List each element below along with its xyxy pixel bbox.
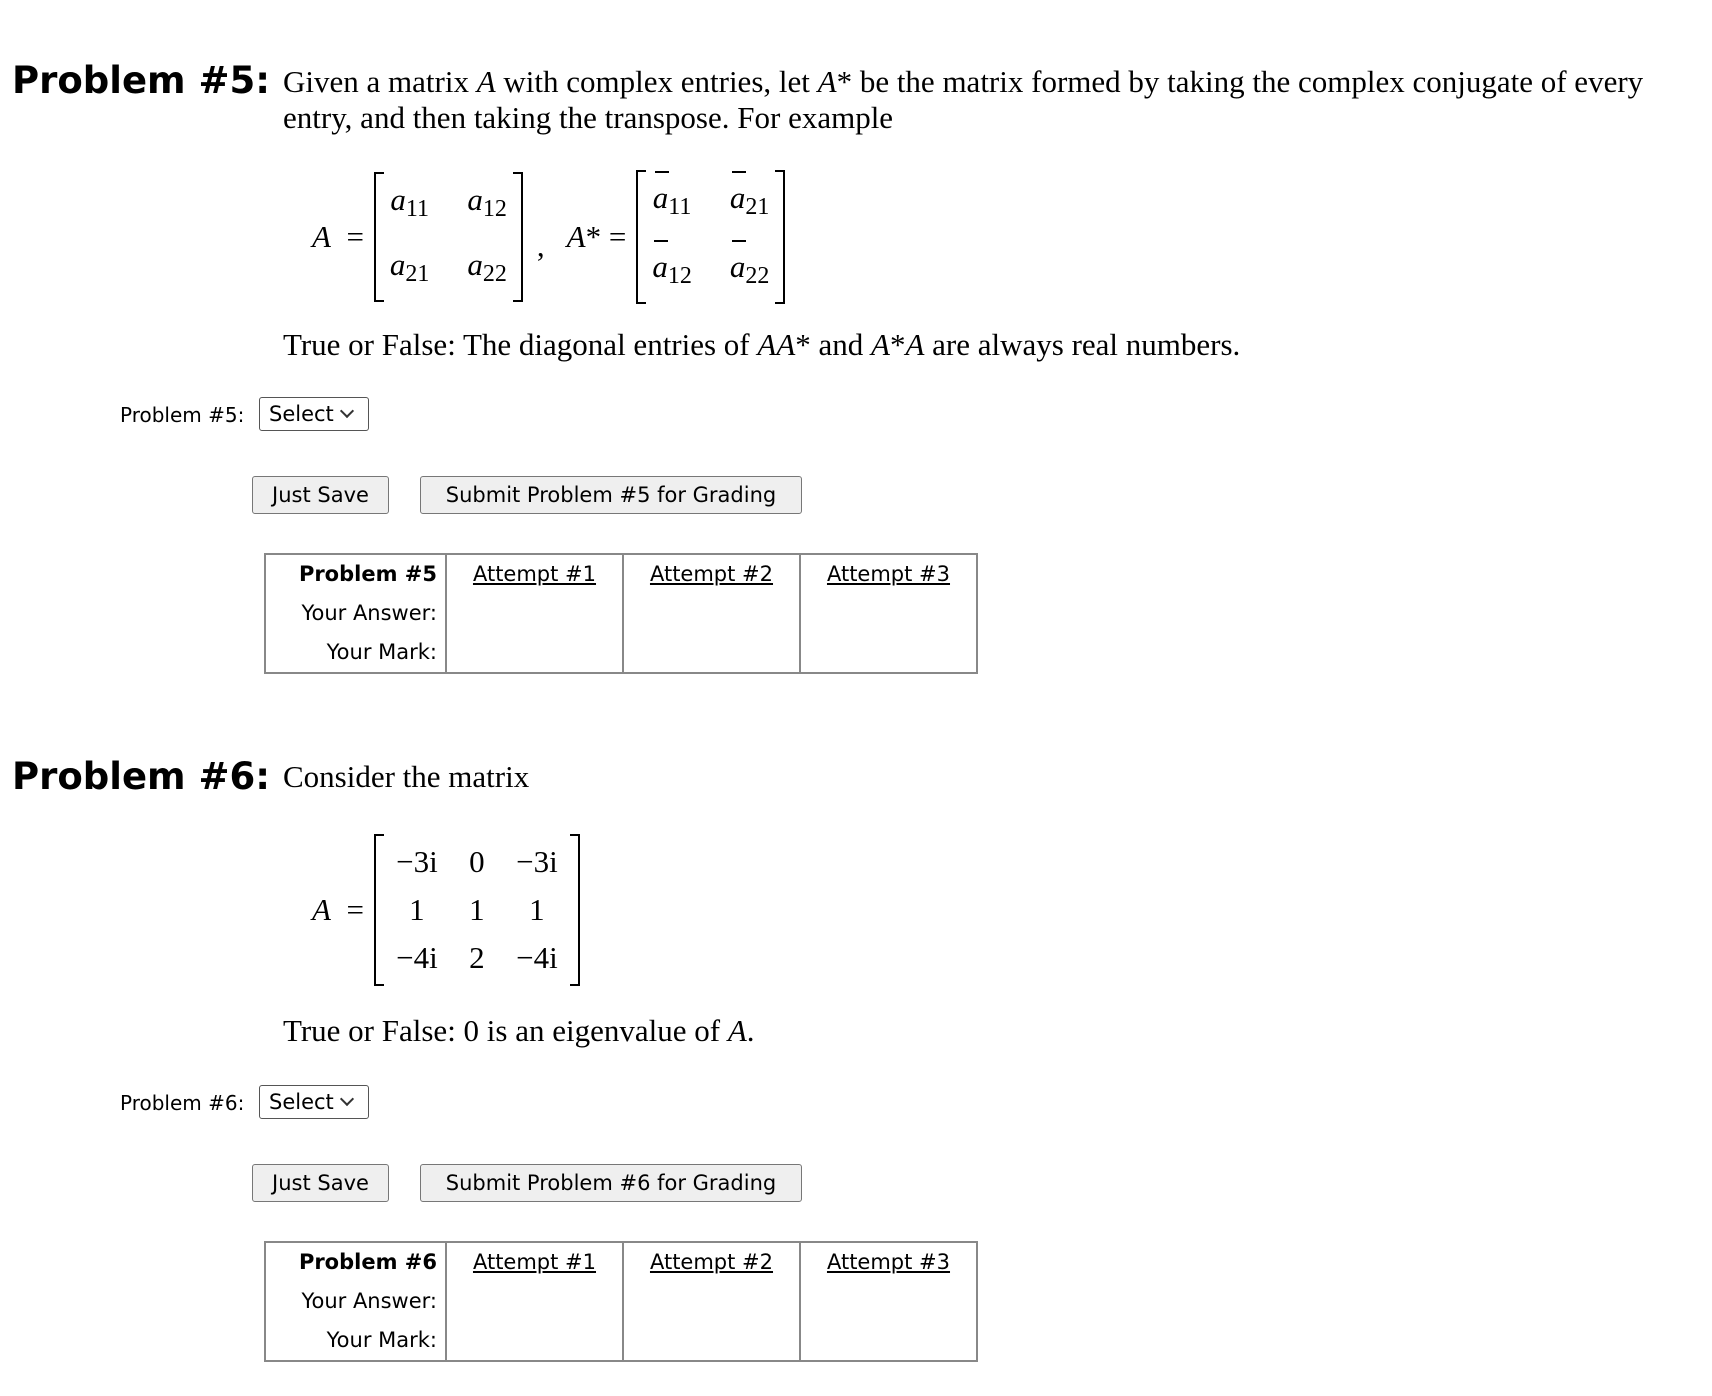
matrix-a-cell: 0 <box>469 844 485 879</box>
matrix-a-cell: 2 <box>469 940 485 975</box>
problem-5-attempts-table <box>264 553 978 674</box>
your-answer-label: Your Answer: <box>301 1289 437 1313</box>
attempt-3-link[interactable]: Attempt #3 <box>826 562 951 586</box>
problem-6-question: True or False: 0 is an eigenvalue of A. <box>283 1013 755 1048</box>
matrix-astar-cell: $a_{12}$ <box>652 243 692 300</box>
matrix-a-cell: −4i <box>516 940 558 975</box>
just-save-button[interactable]: Just Save <box>252 1164 389 1202</box>
matrix-a-cell: $a_{22}$ <box>467 247 507 287</box>
submit-problem-6-button[interactable]: Submit Problem #6 for Grading <box>420 1164 802 1202</box>
matrix-a-cell: 1 <box>409 892 425 927</box>
problem-6-intro: Consider the matrix <box>283 759 530 794</box>
your-answer-label: Your Answer: <box>301 601 437 625</box>
problem-6-select-label: Problem #6: <box>120 1091 245 1115</box>
matrix-a <box>374 172 523 302</box>
chevron-down-icon <box>340 1092 354 1106</box>
problem-6-attempts-table <box>264 1241 978 1362</box>
table-header: Problem #5 <box>298 562 437 586</box>
matrix-a-label: A = <box>312 892 364 927</box>
matrix-a-label: A = <box>312 219 364 254</box>
just-save-button[interactable]: Just Save <box>252 476 389 514</box>
matrix-a-cell: $a_{12}$ <box>467 182 507 222</box>
problem-6-answer-select[interactable]: Select <box>259 1085 369 1119</box>
submit-problem-5-button[interactable]: Submit Problem #5 for Grading <box>420 476 802 514</box>
chevron-down-icon <box>340 404 354 418</box>
problem-5-select-label: Problem #5: <box>120 403 245 427</box>
matrix-astar-label: A* = <box>566 219 627 254</box>
matrix-a-cell: −4i <box>396 940 438 975</box>
matrix-astar-cell: $a_{22}$ <box>730 243 770 300</box>
problem-5-heading: Problem #5: <box>12 59 271 102</box>
problem-6-heading: Problem #6: <box>12 755 271 798</box>
attempt-2-link[interactable]: Attempt #2 <box>649 1250 774 1274</box>
attempt-1-link[interactable]: Attempt #1 <box>472 1250 597 1274</box>
table-header: Problem #6 <box>298 1250 437 1274</box>
problem-5-question: True or False: The diagonal entries of AA* and A*A are always real numbers. <box>283 327 1241 362</box>
matrix-a <box>374 834 580 986</box>
your-mark-label: Your Mark: <box>326 1328 437 1352</box>
matrix-separator: , <box>536 228 545 263</box>
attempt-2-link[interactable]: Attempt #2 <box>649 562 774 586</box>
problem-5-text-line1: Given a matrix A with complex entries, let A* be the matrix formed by taking the complex conjugate of every <box>283 64 1644 99</box>
matrix-a-cell: $a_{11}$ <box>390 182 429 222</box>
problem-5-answer-select[interactable]: Select <box>259 397 369 431</box>
problem-5-matrix-equation <box>312 170 795 304</box>
problem-5-text-line2: entry, and then taking the transpose. For example <box>283 100 894 135</box>
matrix-astar <box>636 170 785 304</box>
matrix-a-cell: 1 <box>529 892 545 927</box>
matrix-a-cell: 1 <box>469 892 485 927</box>
matrix-a-cell: −3i <box>516 844 558 879</box>
problem-6-matrix-equation <box>312 834 590 986</box>
attempt-1-link[interactable]: Attempt #1 <box>472 562 597 586</box>
your-mark-label: Your Mark: <box>326 640 437 664</box>
matrix-a-cell: −3i <box>396 844 438 879</box>
attempt-3-link[interactable]: Attempt #3 <box>826 1250 951 1274</box>
matrix-astar-cell: $a_{21}$ <box>730 174 770 231</box>
matrix-astar-cell: $a_{11}$ <box>652 174 692 231</box>
matrix-a-cell: $a_{21}$ <box>389 247 430 287</box>
